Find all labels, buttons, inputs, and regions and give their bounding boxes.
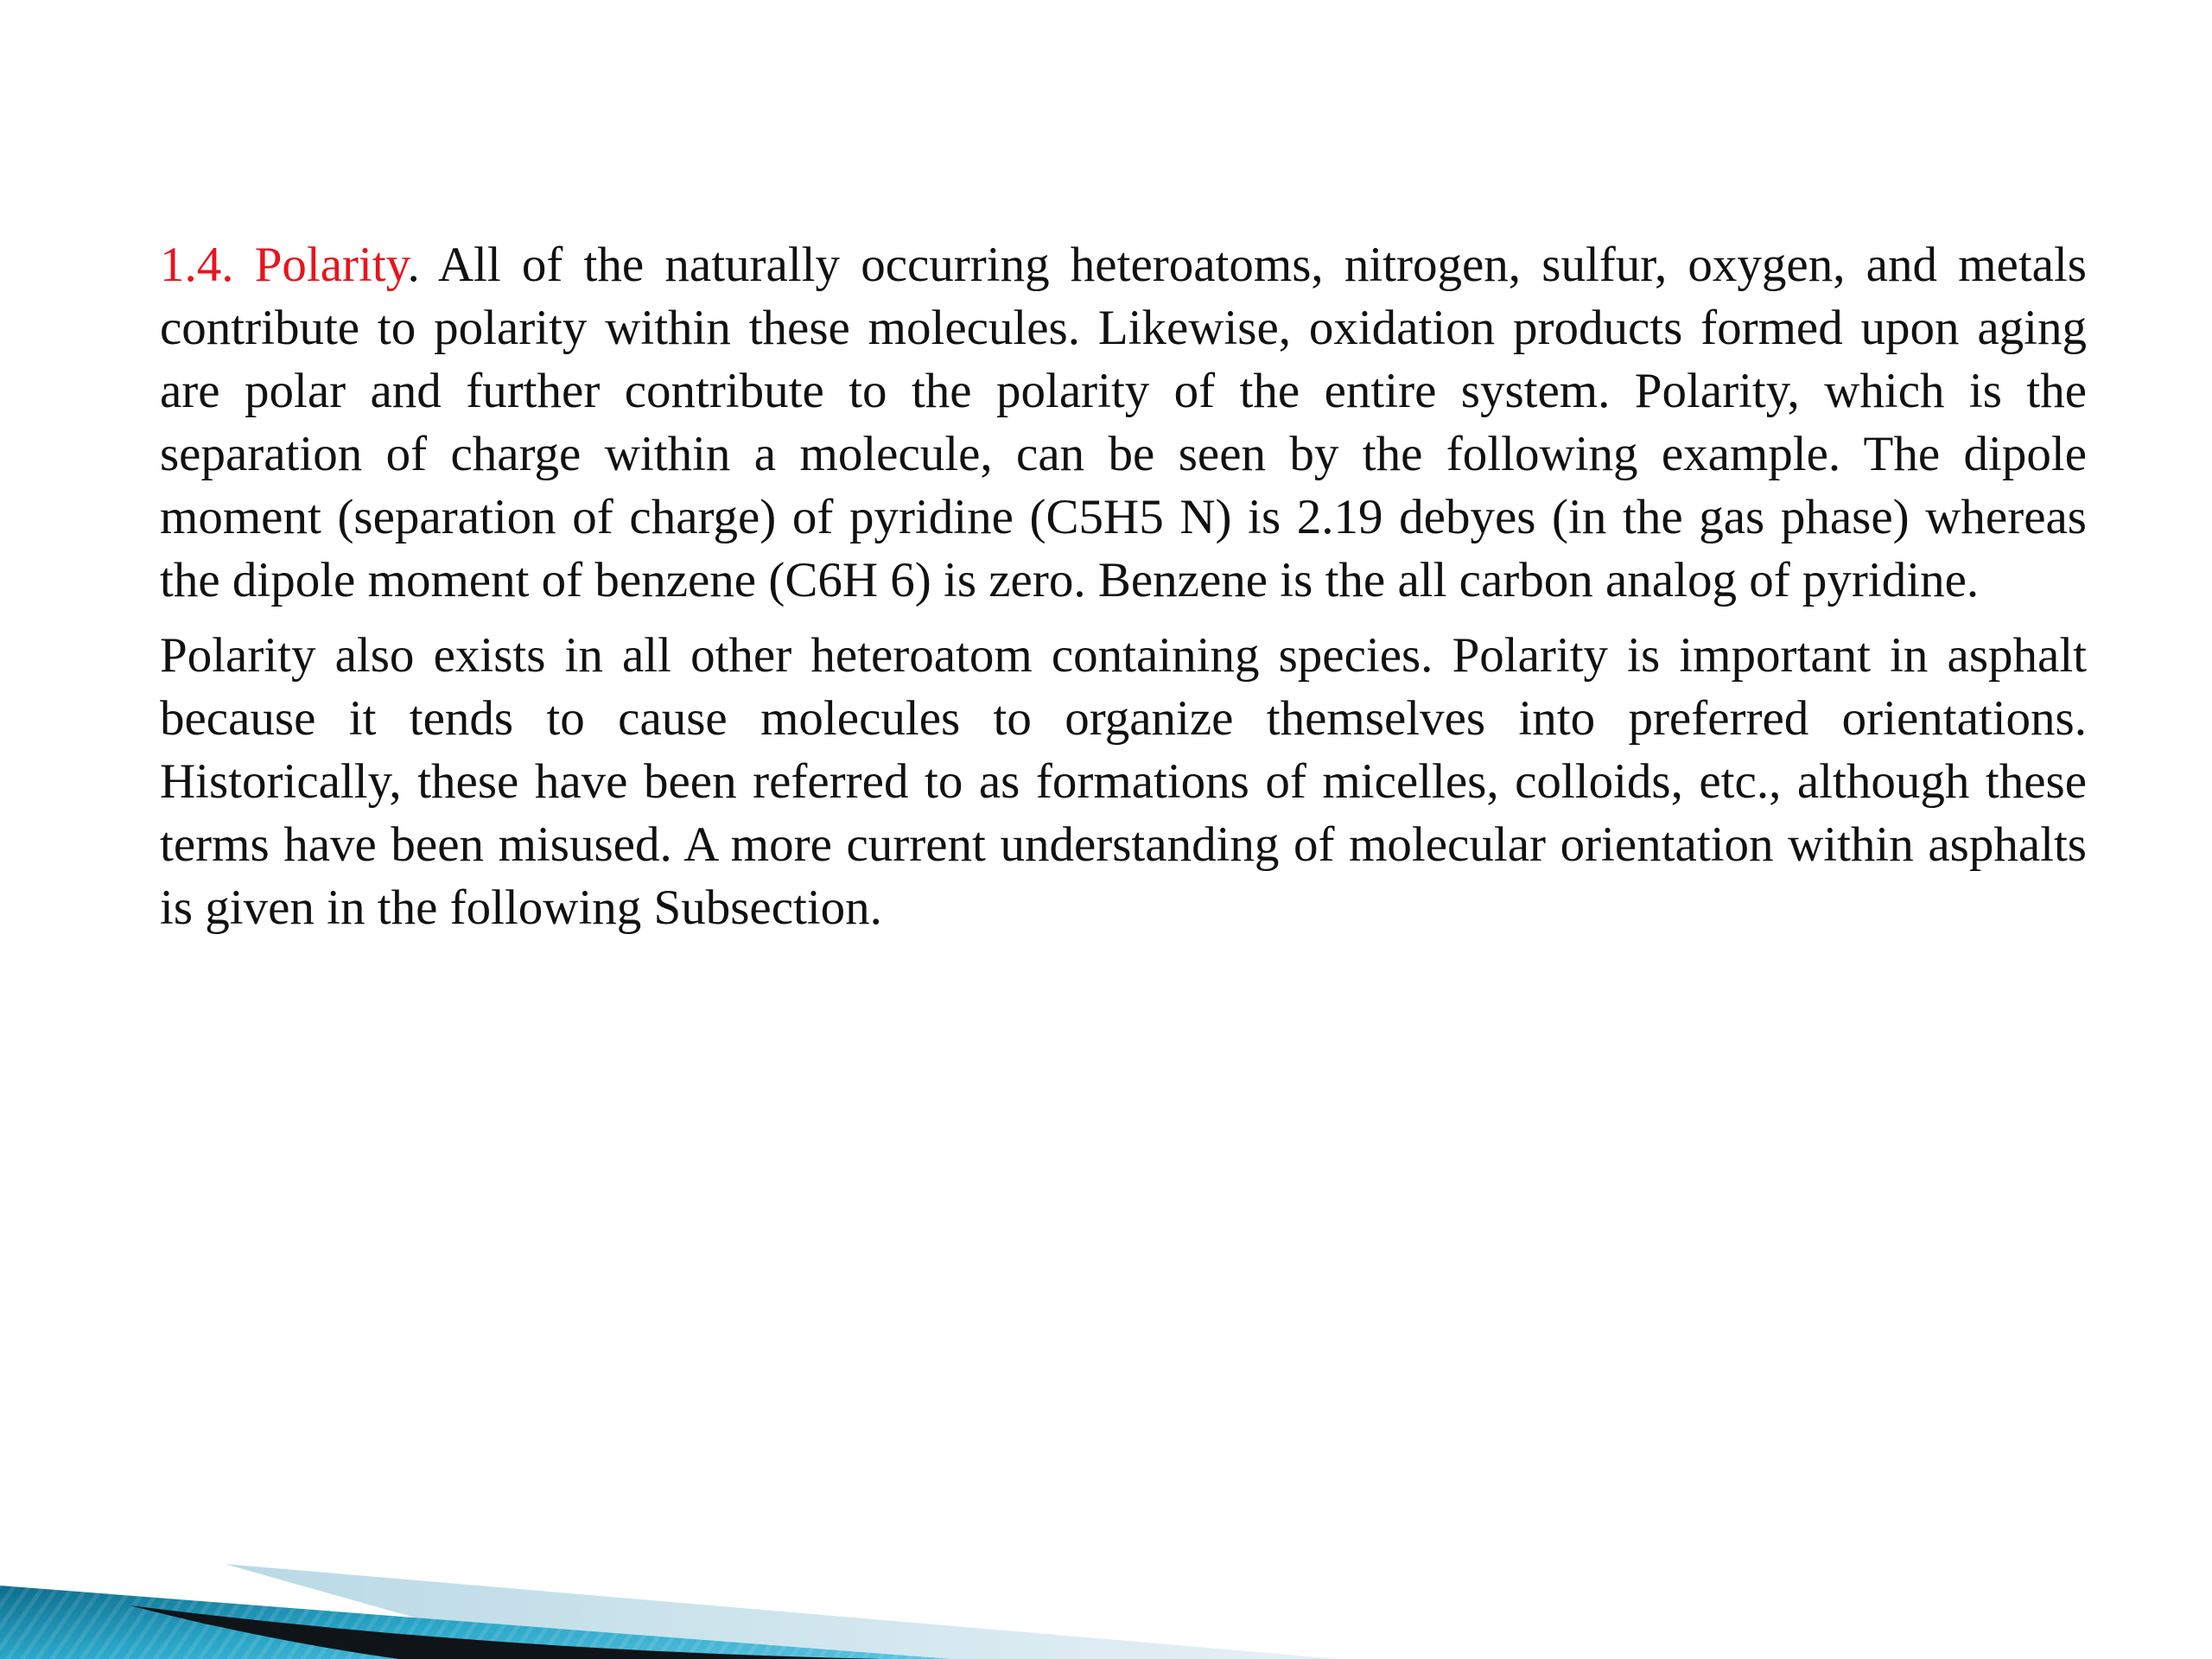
paragraph-polarity-intro — [160, 233, 2087, 612]
paragraph-polarity-asphalt — [160, 624, 2087, 939]
slide-body — [160, 233, 2087, 939]
paragraph-text: . All of the naturally occurring heteroatoms, nitrogen, sulfur, oxygen, and metals contribute to polarity within these molecules. Likewise, oxidation products formed upon aging are polar and further contribute to the polarity of the entire system. Polarity, which is the separation of charge within a molecule, can be seen by the following example. The dipole moment (separation of charge) of pyridine (C5H5 N) is 2.19 debyes (in the gas phase) whereas the dipole moment of benzene (C6H 6) is zero. Benzene is the all carbon analog of pyridine. — [160, 238, 2087, 607]
section-heading: 1.4. Polarity — [160, 238, 408, 292]
paragraph-text: Polarity also exists in all other heteroatom containing species. Polarity is important in asphalt because it tends to cause molecules to organize themselves into preferred orientations. Historically, these have been referred to as formations of micelles, colloids, etc., although these terms have been misused. A more current understanding of molecular orientation within asphalts is given in the following Subsection. — [160, 628, 2087, 935]
decorative-swoosh — [0, 1244, 2212, 1659]
